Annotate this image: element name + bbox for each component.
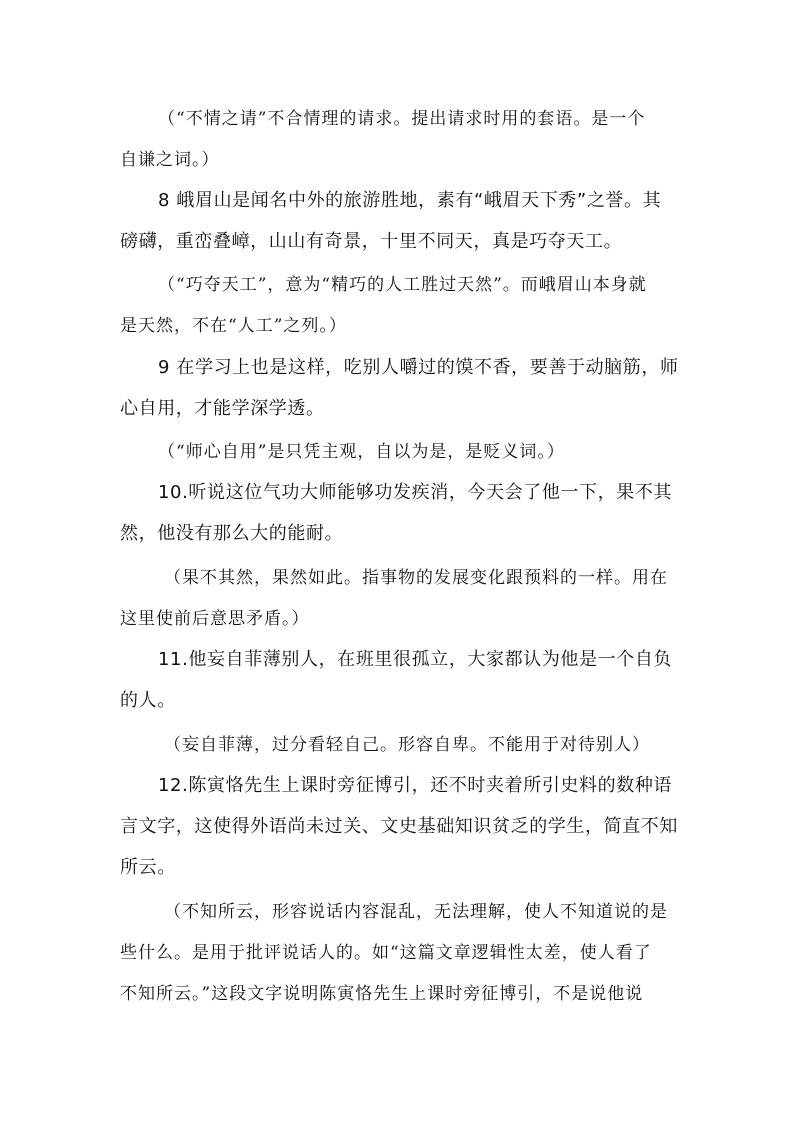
item-9-line-2: 心自用，才能学深学透。 — [120, 398, 325, 419]
note-line-1: （“不情之请”不合情理的请求。提出请求时用的套语。是一个 — [158, 109, 646, 129]
item-8-line-2: 磅礴，重峦叠嶂，山山有奇景，十里不同天，真是巧夺天工。 — [120, 231, 623, 252]
item-8-line-1: 8 峨眉山是闻名中外的旅游胜地，素有“峨眉天下秀”之誉。其 — [158, 190, 662, 211]
item-12-line-2: 言文字，这使得外语尚未过关、文史基础知识贫乏的学生，简直不知 — [120, 816, 678, 837]
note-9-line-1: （“师心自用”是只凭主观，自以为是，是贬义词。） — [158, 442, 565, 462]
note-12-line-3: 不知所云。”这段文字说明陈寅恪先生上课时旁征博引，不是说他说 — [120, 984, 644, 1004]
item-10-line-2: 然，他没有那么大的能耐。 — [120, 523, 344, 544]
note-8-line-1: （“巧夺天工”，意为“精巧的人工胜过天然”。而峨眉山本身就 — [158, 275, 647, 295]
note-12-line-1: （不知所云，形容说话内容混乱，无法理解，使人不知道说的是 — [164, 902, 668, 922]
item-9-line-1: 9 在学习上也是这样，吃别人嚼过的馍不香，要善于动脑筋，师 — [158, 357, 679, 378]
item-10-line-1: 10.听说这位气功大师能够功发疾消，今天会了他一下，果不其 — [158, 482, 673, 503]
item-11-line-1: 11.他妄自菲薄别人，在班里很孤立，大家都认为他是一个自负 — [158, 649, 673, 670]
item-12-line-1: 12.陈寅恪先生上课时旁征博引，还不时夹着所引史料的数种语 — [158, 775, 673, 796]
note-10-line-2: 这里使前后意思矛盾。） — [120, 609, 310, 629]
note-10-line-1: （果不其然，果然如此。指事物的发展变化跟预料的一样。用在 — [164, 568, 668, 588]
note-12-line-2: 些什么。是用于批评说话人的。如“这篇文章逻辑性太差，使人看了 — [120, 943, 652, 963]
item-12-line-3: 所云。 — [120, 857, 176, 878]
note-11-line-1: （妄自菲薄，过分看轻自己。形容自卑。不能用于对待别人） — [164, 735, 650, 755]
note-8-line-2: 是天然，不在“人工”之列。） — [120, 316, 347, 336]
item-11-line-2: 的人。 — [120, 690, 176, 711]
note-line-2: 自谦之词。） — [120, 150, 220, 170]
